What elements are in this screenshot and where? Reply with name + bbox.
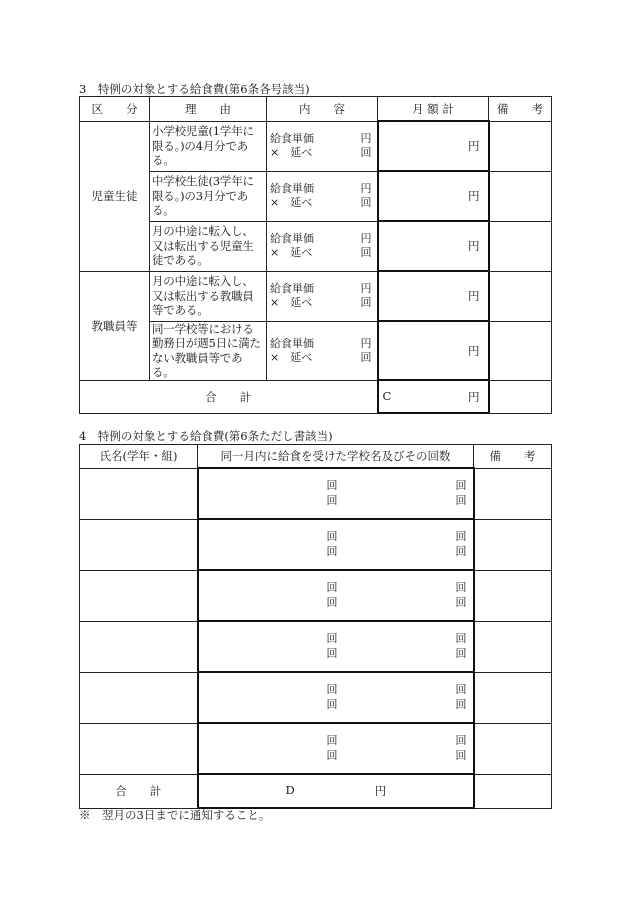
section3-total-remarks[interactable] — [489, 380, 552, 413]
count-unit: 回 — [455, 479, 467, 492]
count-unit: 回 — [326, 632, 338, 645]
school-count-field[interactable] — [198, 570, 474, 621]
name-field[interactable] — [80, 519, 198, 570]
remarks-field[interactable] — [474, 672, 552, 723]
name-field[interactable] — [80, 468, 198, 519]
remarks-field[interactable] — [489, 321, 552, 380]
category-students: 児童生徒 — [80, 121, 150, 271]
footnote: ※ 翌月の3日までに通知すること。 — [79, 808, 271, 822]
table-row — [80, 621, 552, 672]
section4-total-remarks[interactable] — [474, 774, 552, 808]
remarks-field[interactable] — [489, 121, 552, 171]
header-remarks: 備 考 — [474, 445, 552, 469]
amount-field[interactable]: 円 — [378, 321, 489, 380]
header-reason: 理 由 — [150, 97, 267, 122]
count-unit: 回 — [455, 697, 467, 711]
count-unit: 回 — [455, 530, 467, 543]
unit-price-unit: 円 — [360, 282, 372, 295]
reason-cell: 同一学校等における勤務日が週5日に満たない教職員等である。 — [150, 321, 267, 380]
count-unit: 回 — [455, 734, 467, 747]
amount-field[interactable]: 円 — [378, 171, 489, 221]
count-unit: 回 — [455, 683, 467, 696]
section3-total-amount[interactable] — [378, 380, 489, 413]
unit-price-unit: 円 — [360, 232, 372, 245]
school-count-field[interactable] — [198, 723, 474, 774]
name-field[interactable] — [80, 672, 198, 723]
content-cell — [267, 321, 378, 380]
content-cell — [267, 221, 378, 271]
remarks-field[interactable] — [474, 519, 552, 570]
count-unit: 回 — [326, 530, 338, 543]
header-content: 内 容 — [267, 97, 378, 122]
count-unit: 回 — [326, 748, 338, 762]
header-name: 氏名(学年・組) — [80, 445, 198, 469]
count-unit: 回 — [326, 595, 338, 609]
count-unit: 回 — [326, 734, 338, 747]
count-unit: 回 — [455, 632, 467, 645]
content-cell — [267, 121, 378, 171]
section4-total-label: 合 計 — [80, 774, 198, 808]
count-unit: 回 — [326, 493, 338, 507]
name-field[interactable] — [80, 723, 198, 774]
amount-field[interactable]: 円 — [378, 221, 489, 271]
unit-price-label: 給食単価 — [270, 232, 314, 245]
remarks-field[interactable] — [474, 621, 552, 672]
remarks-field[interactable] — [474, 723, 552, 774]
amount-field[interactable]: 円 — [378, 271, 489, 321]
times-unit: 回 — [360, 350, 372, 364]
times-unit: 回 — [360, 146, 372, 159]
reason-cell: 月の中途に転入し、又は転出する児童生徒である。 — [150, 221, 267, 271]
section3-table — [79, 96, 552, 414]
times-label: × 延べ — [270, 196, 313, 209]
remarks-field[interactable] — [489, 171, 552, 221]
school-count-field[interactable] — [198, 621, 474, 672]
unit-price-label: 給食単価 — [270, 182, 314, 195]
name-field[interactable] — [80, 570, 198, 621]
table-row — [80, 570, 552, 621]
times-unit: 回 — [360, 246, 372, 259]
total-unit: 円 — [374, 784, 387, 798]
unit-price-label: 給食単価 — [270, 282, 314, 295]
reason-cell: 中学校生徒(3学年に限る。)の3月分である。 — [150, 171, 267, 221]
section4-total-amount[interactable] — [198, 774, 474, 808]
header-remarks: 備 考 — [489, 97, 552, 122]
count-unit: 回 — [455, 646, 467, 660]
section4-rows — [80, 468, 552, 774]
content-cell — [267, 171, 378, 221]
school-count-field[interactable] — [198, 672, 474, 723]
table-row — [80, 723, 552, 774]
table-row — [80, 468, 552, 519]
remarks-field[interactable] — [474, 570, 552, 621]
times-label: × 延べ — [270, 246, 313, 259]
total-mark-c: C — [382, 388, 392, 403]
name-field[interactable] — [80, 621, 198, 672]
unit-price-unit: 円 — [360, 336, 372, 350]
count-unit: 回 — [326, 697, 338, 711]
count-unit: 回 — [455, 493, 467, 507]
amount-field[interactable]: 円 — [378, 121, 489, 171]
header-monthly-total: 月 額 計 — [378, 97, 489, 122]
school-count-field[interactable] — [198, 519, 474, 570]
content-cell — [267, 271, 378, 321]
unit-price-label: 給食単価 — [270, 132, 314, 145]
section4-title: 4 特例の対象とする給食費(第6条ただし書該当) — [79, 429, 333, 443]
header-category: 区 分 — [80, 97, 150, 122]
count-unit: 回 — [455, 595, 467, 609]
times-label: × 延べ — [270, 350, 313, 364]
reason-cell: 小学校児童(1学年に限る。)の4月分である。 — [150, 121, 267, 171]
school-count-field[interactable] — [198, 468, 474, 519]
unit-price-unit: 円 — [360, 182, 372, 195]
times-label: × 延べ — [270, 296, 313, 309]
section4-table — [79, 444, 552, 809]
count-unit: 回 — [326, 581, 338, 594]
table-row — [80, 519, 552, 570]
count-unit: 回 — [455, 544, 467, 558]
remarks-field[interactable] — [489, 271, 552, 321]
remarks-field[interactable] — [489, 221, 552, 271]
count-unit: 回 — [455, 748, 467, 762]
header-schools: 同一月内に給食を受けた学校名及びその回数 — [198, 445, 474, 469]
times-unit: 回 — [360, 296, 372, 309]
table-row — [80, 672, 552, 723]
unit-price-unit: 円 — [360, 132, 372, 145]
times-label: × 延べ — [270, 146, 313, 159]
total-mark-d: D — [285, 783, 295, 797]
reason-cell: 月の中途に転入し、又は転出する教職員等である。 — [150, 271, 267, 321]
count-unit: 回 — [326, 544, 338, 558]
count-unit: 回 — [326, 479, 338, 492]
count-unit: 回 — [326, 646, 338, 660]
remarks-field[interactable] — [474, 468, 552, 519]
times-unit: 回 — [360, 196, 372, 209]
unit-price-label: 給食単価 — [270, 336, 314, 350]
category-staff: 教職員等 — [80, 271, 150, 380]
section3-title: 3 特例の対象とする給食費(第6条各号該当) — [79, 82, 310, 96]
section3-total-label: 合 計 — [80, 380, 378, 413]
total-unit: 円 — [468, 389, 480, 404]
count-unit: 回 — [326, 683, 338, 696]
count-unit: 回 — [455, 581, 467, 594]
